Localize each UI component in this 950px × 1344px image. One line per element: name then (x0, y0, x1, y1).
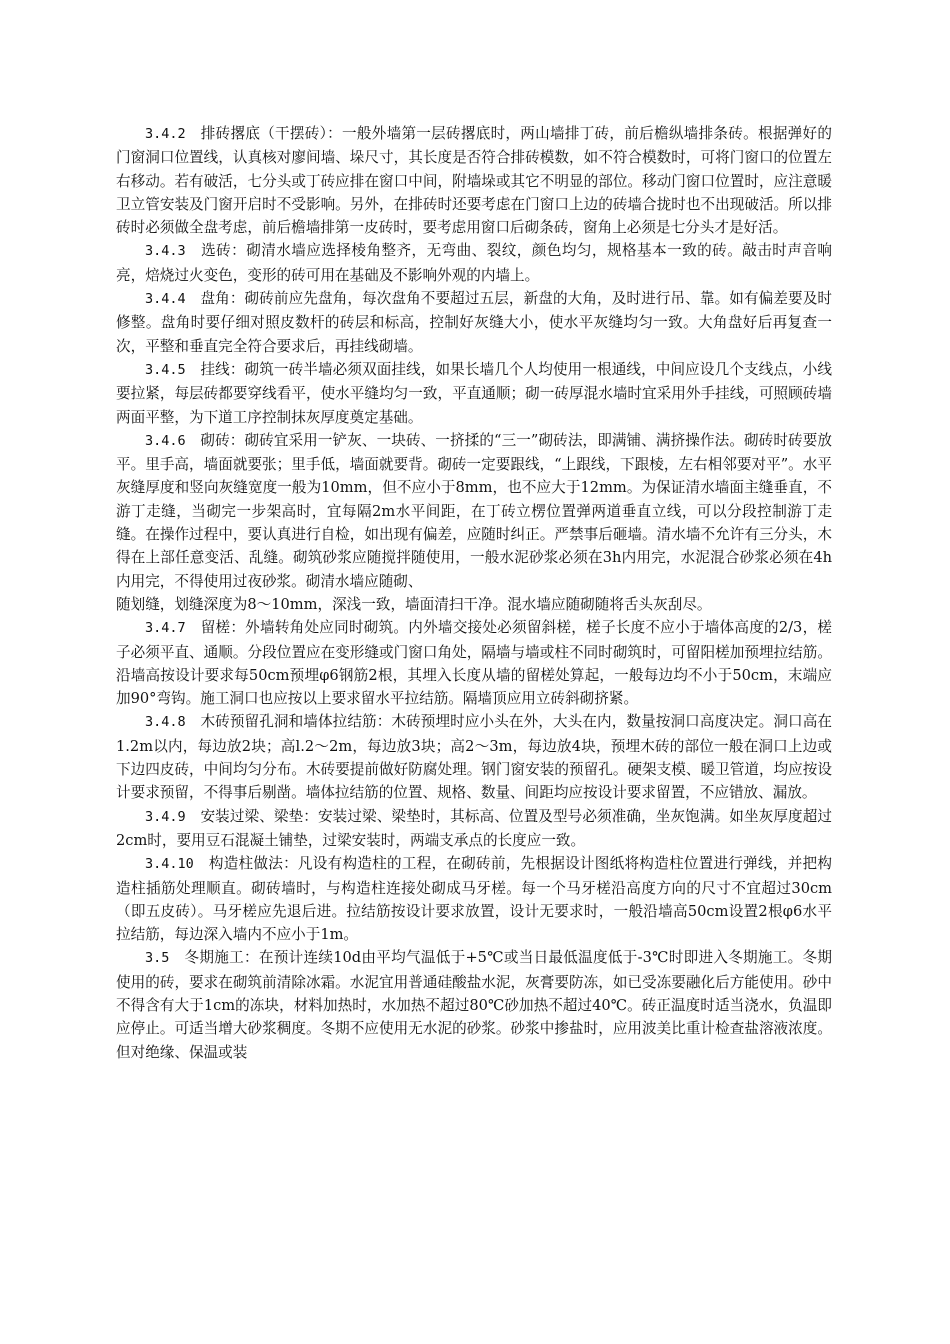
paragraph-3-4-3 (116, 239, 832, 287)
section-number: 3.4.8 (145, 714, 186, 731)
paragraph-3-4-9 (116, 805, 832, 853)
paragraph-text: 构造柱做法：凡设有构造柱的工程，在砌砖前，先根据设计图纸将构造柱位置进行弹线，并把构造柱插筋处理顺直。砌砖墙时，与构造柱连接处砌成马牙槎。每一个马牙槎沿高度方向的尺寸不宜超过30cm（即五皮砖）。马牙槎应先退后进。拉结筋按设计要求放置，设计无要求时，一般沿墙高50cm设置2根φ6水平拉结筋，每边深入墙内不应小于1m。 (116, 855, 832, 944)
paragraph-3-4-5 (116, 358, 832, 429)
paragraph-3-4-2 (116, 122, 832, 239)
paragraph-text: 安装过梁、梁垫：安装过梁、梁垫时，其标高、位置及型号必须准确，坐灰饱满。如坐灰厚度超过2cm时，要用豆石混凝土铺垫，过梁安装时，两端支承点的长度应一致。 (116, 807, 832, 849)
paragraph-text: 排砖撂底（干摆砖）：一般外墙第一层砖撂底时，两山墙排丁砖，前后檐纵墙排条砖。根据弹好的门窗洞口位置线，认真核对廖间墙、垛尺寸，其长度是否符合排砖模数，如不符合模数时，可将门窗口的位置左右移动。若有破活，七分头或丁砖应排在窗口中间，附墙垛或其它不明显的部位。移动门窗口位置时，应注意暖卫立管安装及门窗开启时不受影响。另外，在排砖时还要考虑在门窗口上边的砖墙合拢时也不出现破活。所以排砖时必须做全盘考虑，前后檐墙排第一皮砖时，要考虑用窗口后砌条砖，窗角上必须是七分头才是好活。 (116, 125, 832, 237)
paragraph-text: 留槎：外墙转角处应同时砌筑。内外墙交接处必须留斜槎，槎子长度不应小于墙体高度的2/3，槎子必须平直、通顺。分段位置应在变形缝或门窗口角处，隔墙与墙或柱不同时砌筑时，可留阳槎加预埋拉结筋。沿墙高按设计要求每50cm预埋φ6钢筋2根，其埋入长度从墙的留槎处算起，一般每边均不小于50cm，末端应加90°弯钩。施工洞口也应按以上要求留水平拉结筋。隔墙顶应用立砖斜砌挤紧。 (116, 619, 832, 708)
document-body (116, 122, 832, 1064)
paragraph-text: 盘角：砌砖前应先盘角，每次盘角不要超过五层，新盘的大角，及时进行吊、靠。如有偏差要及时修整。盘角时要仔细对照皮数杆的砖层和标高，控制好灰缝大小，使水平灰缝均匀一致。大角盘好后再复查一次，平整和垂直完全符合要求后，再挂线砌墙。 (116, 290, 832, 355)
section-number: 3.4.3 (145, 243, 186, 260)
section-number: 3.4.9 (145, 808, 186, 825)
paragraph-3-4-8 (116, 710, 832, 804)
section-number: 3.4.10 (145, 856, 194, 873)
paragraph-text: 砌砖：砌砖宜采用一铲灰、一块砖、一挤揉的“三一”砌砖法，即满铺、满挤操作法。砌砖时砖要放平。里手高，墙面就要张；里手低，墙面就要背。砌砖一定要跟线，“上跟线，下跟棱，左右相邻要对平”。水平灰缝厚度和竖向灰缝宽度一般为10mm，但不应小于8mm，也不应大于12mm。为保证清水墙面主缝垂直，不游丁走缝，当砌完一步架高时，宜每隔2m水平间距，在丁砖立楞位置弹两道垂直立线，可以分段控制游丁走缝。在操作过程中，要认真进行自检，如出现有偏差，应随时纠正。严禁事后砸墙。清水墙不允许有三分头，木得在上部任意变活、乱缝。砌筑砂浆应随搅拌随使用，一般水泥砂浆必须在3h内用完，水泥混合砂浆必须在4h内用完，不得使用过夜砂浆。砌清水墙应随砌、 (116, 431, 832, 590)
paragraph-3-4-6 (116, 429, 832, 593)
paragraph-3-4-7 (116, 616, 832, 710)
paragraph-text: 随划缝，划缝深度为8～10mm，深浅一致，墙面清扫干净。混水墙应随砌随将舌头灰刮尽。 (116, 595, 712, 613)
paragraph-text: 选砖：砌清水墙应选择棱角整齐，无弯曲、裂纹，颜色均匀，规格基本一致的砖。敲击时声音响亮，焙烧过火变色，变形的砖可用在基础及不影响外观的内墙上。 (116, 242, 832, 284)
section-number: 3.4.6 (145, 432, 186, 449)
paragraph-3-4-10 (116, 852, 832, 946)
paragraph-text: 挂线：砌筑一砖半墙必须双面挂线，如果长墙几个人均使用一根通线，中间应设几个支线点，小线要拉紧，每层砖都要穿线看平，使水平缝均匀一致，平直通顺；砌一砖厚混水墙时宜采用外手挂线，可照顾砖墙两面平整，为下道工序控制抹灰厚度奠定基础。 (116, 360, 832, 426)
paragraph-3-4-4 (116, 287, 832, 358)
section-number: 3.4.2 (145, 126, 186, 142)
paragraph-text: 冬期施工：在预计连续10d由平均气温低于+5℃或当日最低温度低于-3℃时即进入冬期施工。冬期使用的砖，要求在砌筑前清除冰霜。水泥宜用普通硅酸盐水泥，灰膏要防冻，如已受冻要融化后方能使用。砂中不得含有大于1cm的冻块，材料加热时，水加热不超过80℃砂加热不超过40℃。砖正温度时适当浇水，负温即应停止。可适当增大砂浆稠度。冬期不应使用无水泥的砂浆。砂浆中掺盐时，应用波美比重计检查盐溶液浓度。但对绝缘、保温或装 (116, 949, 832, 1061)
section-number: 3.4.5 (145, 361, 186, 378)
section-number: 3.4.4 (145, 291, 186, 308)
section-number: 3.5 (145, 950, 170, 967)
paragraph-text: 木砖预留孔洞和墙体拉结筋：木砖预埋时应小头在外，大头在内，数量按洞口高度决定。洞口高在1.2m以内，每边放2块；高l.2～2m，每边放3块；高2～3m，每边放4块，预埋木砖的部位一般在洞口上边或下边四皮砖，中间均匀分布。木砖要提前做好防腐处理。钢门窗安装的预留孔。硬架支模、暖卫管道，均应按设计要求预留，不得事后剔凿。墙体拉结筋的位置、规格、数量、间距均应按设计要求留置，不应错放、漏放。 (116, 713, 832, 802)
paragraph-3-5 (116, 946, 832, 1063)
section-number: 3.4.7 (145, 620, 186, 637)
paragraph-3-4-6-continued (116, 593, 832, 616)
